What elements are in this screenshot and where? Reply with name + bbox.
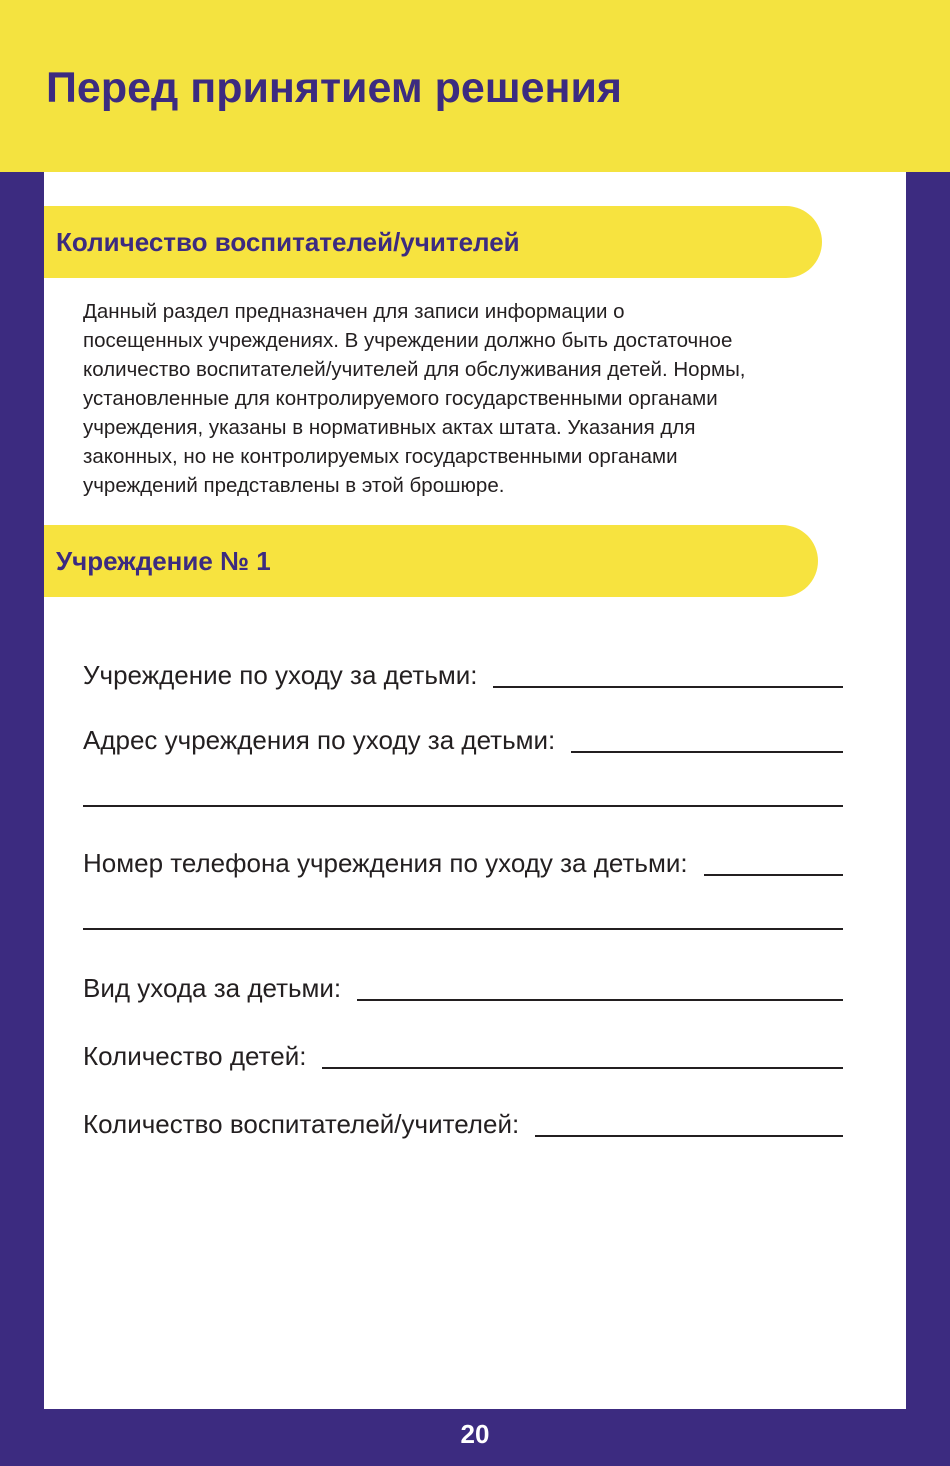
- section-heading-text: Количество воспитателей/учителей: [56, 227, 520, 257]
- teachers-count-field[interactable]: [535, 1135, 843, 1137]
- intro-line: количество воспитателей/учителей для обслуживания детей. Нормы,: [83, 358, 746, 381]
- intro-line: законных, но не контролируемых государственными органами: [83, 445, 678, 468]
- children-count-row: [83, 1031, 843, 1071]
- intro-line: учреждений представлены в этой брошюре.: [83, 474, 505, 497]
- section-heading-facility-1: [44, 525, 818, 597]
- facility-address-row: [83, 715, 843, 755]
- section-heading-teachers: [44, 206, 822, 278]
- facility-address-field-continued[interactable]: [83, 805, 843, 807]
- facility-phone-field[interactable]: [704, 874, 843, 876]
- care-type-field[interactable]: [357, 999, 843, 1001]
- intro-line: Данный раздел предназначен для записи информации о: [83, 300, 625, 323]
- facility-phone-field-continued[interactable]: [83, 928, 843, 930]
- facility-name-label: Учреждение по уходу за детьми:: [83, 660, 478, 690]
- page-number: 20: [460, 1419, 490, 1449]
- teachers-count-label: Количество воспитателей/учителей:: [83, 1109, 520, 1139]
- facility-phone-label: Номер телефона учреждения по уходу за детьми:: [83, 848, 688, 878]
- intro-line: установленные для контролируемого государственными органами: [83, 387, 718, 410]
- header-banner: [0, 0, 950, 172]
- facility-name-field[interactable]: [493, 686, 843, 688]
- intro-paragraph: [83, 297, 873, 500]
- teachers-count-row: [83, 1099, 843, 1139]
- children-count-label: Количество детей:: [83, 1041, 307, 1071]
- facility-address-label: Адрес учреждения по уходу за детьми:: [83, 725, 556, 755]
- care-type-label: Вид ухода за детьми:: [83, 973, 342, 1003]
- children-count-field[interactable]: [322, 1067, 843, 1069]
- facility-phone-row: [83, 838, 843, 878]
- intro-line: посещенных учреждениях. В учреждении должно быть достаточное: [83, 329, 733, 352]
- intro-line: учреждения, указаны в нормативных актах штата. Указания для: [83, 416, 696, 439]
- facility-name-row: [83, 650, 843, 690]
- care-type-row: [83, 963, 843, 1003]
- page-title: Перед принятием решения: [46, 64, 623, 112]
- facility-address-field[interactable]: [571, 751, 843, 753]
- section-heading-text: Учреждение № 1: [56, 546, 271, 576]
